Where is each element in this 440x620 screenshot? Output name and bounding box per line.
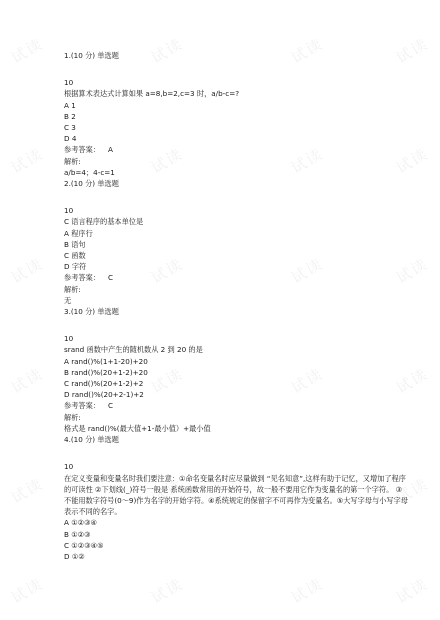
watermark: 试读 [148,34,187,68]
option-b: B rand()%(20+1-2)+20 [64,367,148,377]
option-b: B 语句 [64,239,86,249]
watermark: 试读 [288,34,327,68]
option-c: C rand()%(20+1-2)+2 [64,379,144,389]
watermark: 试读 [288,254,327,288]
option-a: A 1 [64,100,76,110]
watermark: 试读 [148,254,187,288]
watermark: 试读 [8,144,47,178]
watermark: 试读 [288,144,327,178]
option-d: D 4 [64,134,77,144]
answer-label: 参考答案： [64,145,100,155]
option-a: A rand()%(1+1-20)+20 [64,356,148,366]
analysis-label: 解析: [64,412,81,422]
watermark: 试读 [148,474,187,508]
watermark: 试读 [393,364,432,398]
analysis-text: 格式是 rand()%(最大值+1-最小值）+最小值 [64,423,211,433]
watermark: 试读 [8,364,47,398]
question-score: 10 [64,206,74,216]
watermark: 试读 [393,144,432,178]
option-a: A 程序行 [64,228,93,238]
option-b: B 2 [64,111,76,121]
answer-row [64,144,409,155]
watermark: 试读 [8,574,47,608]
answer-row [64,400,409,411]
watermark: 试读 [288,364,327,398]
watermark: 试读 [393,254,432,288]
answer-value: C [107,401,113,411]
option-d: D rand()%(20+2-1)+2 [64,390,144,400]
question-score: 10 [64,462,74,472]
option-b: B ①②③ [64,529,91,539]
watermark: 试读 [393,34,432,68]
question-stem: 在定义变量和变量名时我们要注意：①命名变量名时应尽量做到 “见名知意”,这样有助于记忆，又增加了程序的可读性 ②下划线(_)符号一般是 系统函数常用的开始符号，故一般不要用它作为变量名的第一个字符。 ③不能用数字符号(0～9)作为名字的开始字符。④系统规定的保留字不可再作为变量名。⑤大写字母与小写字母表示不同的名字。 [64,473,408,517]
watermark: 试读 [288,574,327,608]
question-header: 2.(10 分) 单选题 [64,179,119,189]
watermark: 试读 [393,474,432,508]
option-d: D ①② [64,551,85,561]
option-d: D 字符 [64,262,87,272]
answer-value: C [107,273,113,283]
watermark: 试读 [148,364,187,398]
option-c: C 3 [64,123,76,133]
analysis-text: 无 [64,295,72,305]
watermark: 试读 [8,254,47,288]
answer-label: 参考答案： [64,273,100,283]
question-stem: srand 函数中产生的随机数从 2 到 20 的是 [64,345,203,355]
watermark: 试读 [8,34,47,68]
analysis-label: 解析: [64,284,81,294]
watermark: 试读 [288,474,327,508]
watermark: 试读 [148,144,187,178]
option-c: C 函数 [64,251,86,261]
question-score: 10 [64,78,74,88]
question-list [64,50,409,562]
option-a: A ①②③④ [64,518,97,528]
analysis-label: 解析: [64,156,81,166]
watermark: 试读 [393,574,432,608]
question-score: 10 [64,334,74,344]
question-header: 1.(10 分) 单选题 [64,51,119,60]
watermark: 试读 [148,574,187,608]
question-header: 4.(10 分) 单选题 [64,435,119,445]
analysis-text: a/b=4；4-c=1 [64,167,115,177]
answer-value: A [107,145,113,155]
answer-row [64,272,409,283]
answer-label: 参考答案： [64,401,100,411]
watermark: 试读 [8,474,47,508]
option-c: C ①②③④⑤ [64,540,104,550]
question-stem: C 语言程序的基本单位是 [64,217,144,227]
question-header: 3.(10 分) 单选题 [64,307,119,317]
question-stem: 根据算术表达式计算如果 a=8,b=2,c=3 时，a/b-c=? [64,89,240,99]
